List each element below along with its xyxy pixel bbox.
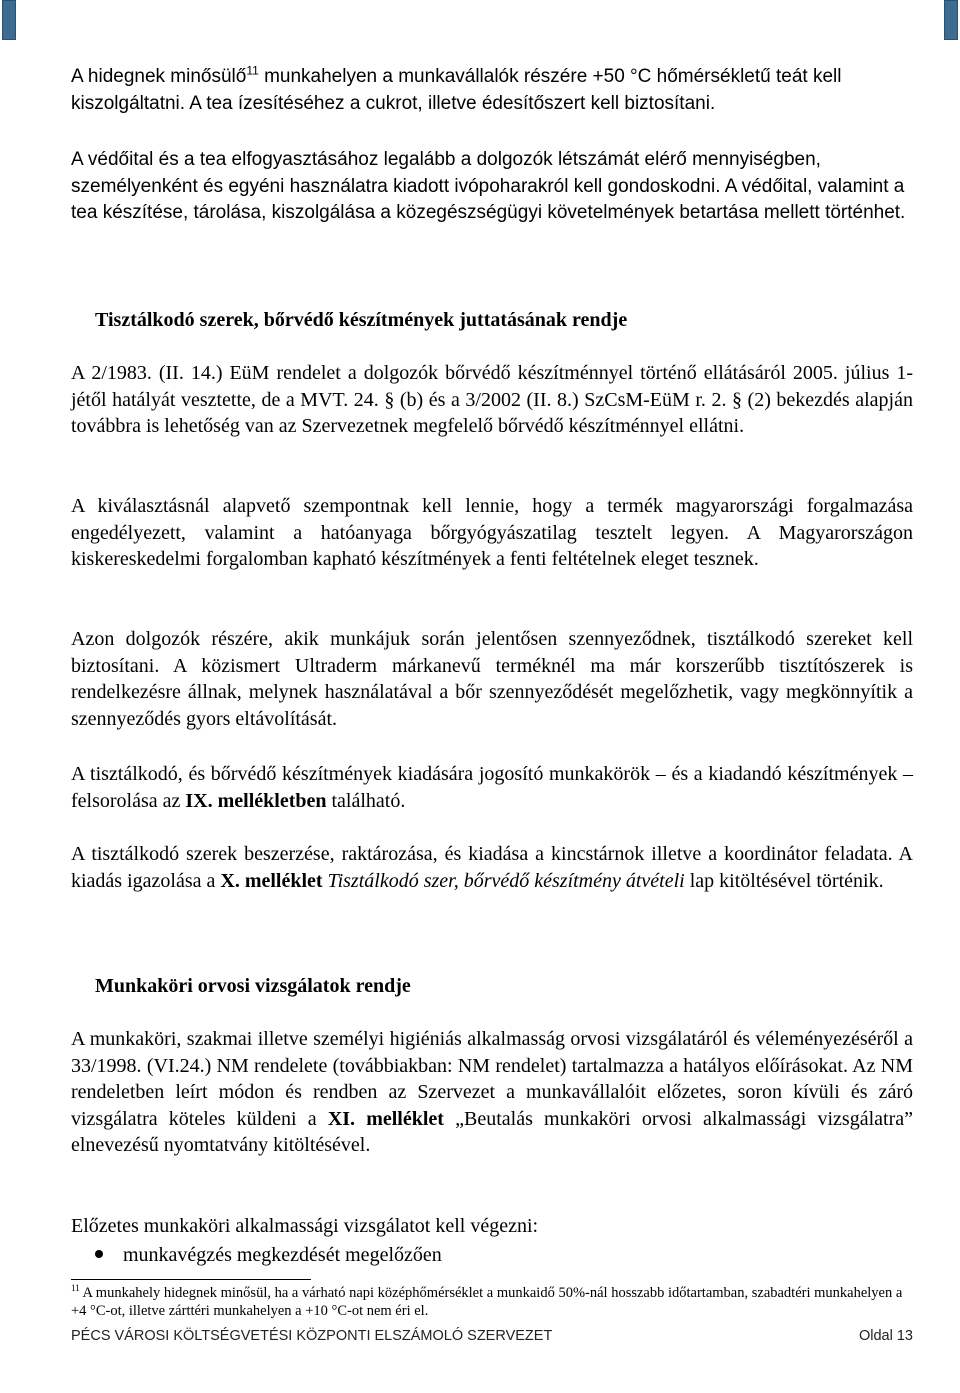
paragraph-medical-exams xyxy=(71,1026,913,1159)
paragraph-text: A munkaköri, szakmai illetve személyi higiéniás alkalmasság orvosi vizsgálatáról és véleményezéséről a 33/1998. (VI.24.) NM rendelete (továbbiakban: NM rendelet) tartalmazza a hatályos előírásokat. Az NM rendeletben leírt módon és rendben az Szervezet a munkavállalóit előzetes, soron kívüli és záró vizsgálatra köteles küldeni a xyxy=(71,1028,913,1130)
corner-marker-right xyxy=(944,0,958,40)
footnote-separator xyxy=(71,1279,311,1280)
paragraph-text: „Beutalás munkaköri orvosi alkalmassági vizsgálatra” elnevezésű nyomtatvány kitöltésével. xyxy=(71,1107,913,1156)
section-heading-medical: Munkaköri orvosi vizsgálatok rendje xyxy=(95,975,411,997)
paragraph-regulation: A 2/1983. (II. 14.) EüM rendelet a dolgozók bőrvédő készítménnyel történő ellátásáról 2005. július 1-jétől hatályát vesztette, de a MVT. 24. § (b) és a 3/2002 (II. 8.) SzCsM-EüM r. 2. § (2) bekezdés alapján továbbra is lehetőség van az Szervezetnek megfelelő bőrvédő készítménnyel ellátni. xyxy=(71,362,913,437)
corner-marker-left xyxy=(2,0,16,40)
paragraph-text: található. xyxy=(326,789,406,812)
footnote xyxy=(71,1284,913,1320)
paragraph-cleaning-agents: Azon dolgozók részére, akik munkájuk során jelentősen szennyeződnek, tisztálkodó szereket kell biztosítani. A közismert Ultraderm márkanevű terméknél ma már korszerűbb tisztítószerek is rendelkezésre állnak, melynek használatával a bőr szennyeződését megelőzhetik, vagy megkönnyítik a szennyeződés gyors eltávolítását. xyxy=(71,628,913,730)
paragraph-selection: A kiválasztásnál alapvető szempontnak kell lennie, hogy a termék magyarországi forgalmazása engedélyezett, valamint a hatóanyaga bőrgyógyászatilag tesztelt legyen. A Magyarországon kiskereskedelmi forgalomban kapható készítmények a fenti feltételnek eleget tesznek. xyxy=(71,495,913,570)
paragraph-text: munkahelyen a munkavállalók részére +50 °C hőmérsékletű teát kell kiszolgáltatni. A tea ízesítéséhez a cukrot, illetve édesítőszert kell biztosítani. xyxy=(71,66,842,114)
bullet-icon xyxy=(95,1250,103,1258)
bullet-list-item xyxy=(95,1242,442,1268)
paragraph-hot-tea xyxy=(71,64,913,117)
annex-reference: X. melléklet xyxy=(220,869,323,892)
paragraph-eligible-jobs xyxy=(71,761,913,814)
bullet-text: munkavégzés megkezdését megelőzően xyxy=(123,1244,442,1266)
paragraph-preliminary-exam: Előzetes munkaköri alkalmassági vizsgálatot kell végezni: xyxy=(71,1215,539,1237)
section-heading-skin-care: Tisztálkodó szerek, bőrvédő készítmények juttatásának rendje xyxy=(95,309,628,331)
page-footer xyxy=(71,1327,913,1345)
paragraph-cups: A védőital és a tea elfogyasztásához legalább a dolgozók létszámát elérő mennyiségben, személyenként és egyéni használatra kiadott ivópoharakról kell gondoskodni. A védőital, valamint a tea készítése, tárolása, kiszolgálása a közegészségügyi követelmények betartása mellett történhet. xyxy=(71,149,906,223)
page-number: Oldal 13 xyxy=(858,1328,913,1344)
footnote-number: 11 xyxy=(71,1283,80,1294)
annex-reference: IX. mellékletben xyxy=(185,789,327,812)
paragraph-text: A tisztálkodó szerek beszerzése, raktározása, és kiadása a kincstárnok illetve a koordinátor feladata. A kiadás igazolása a xyxy=(71,843,913,892)
annex-reference: XI. melléklet xyxy=(327,1107,444,1130)
footnote-text: A munkahely hidegnek minősül, ha a várható napi középhőmérséklet a munkaidő 50%-nál hosszabb időtartamban, szabadtéri munkahelyen a +4 °C-ot, illetve zárttéri munkahelyen a +10 °C-ot nem éri el. xyxy=(71,1285,903,1319)
footer-organization: PÉCS VÁROSI KÖLTSÉGVETÉSI KÖZPONTI ELSZÁMOLÓ SZERVEZET xyxy=(71,1328,553,1344)
paragraph-text: lap kitöltésével történik. xyxy=(684,869,884,892)
footnote-reference[interactable]: 11 xyxy=(246,63,259,78)
paragraph-text: A hidegnek minősülő xyxy=(71,66,247,87)
paragraph-procurement xyxy=(71,841,913,894)
paragraph-text: A tisztálkodó, és bőrvédő készítmények kiadására jogosító munkakörök – és a kiadandó készítmények – felsorolása az xyxy=(71,763,913,812)
form-title: Tisztálkodó szer, bőrvédő készítmény átvételi xyxy=(327,869,685,892)
